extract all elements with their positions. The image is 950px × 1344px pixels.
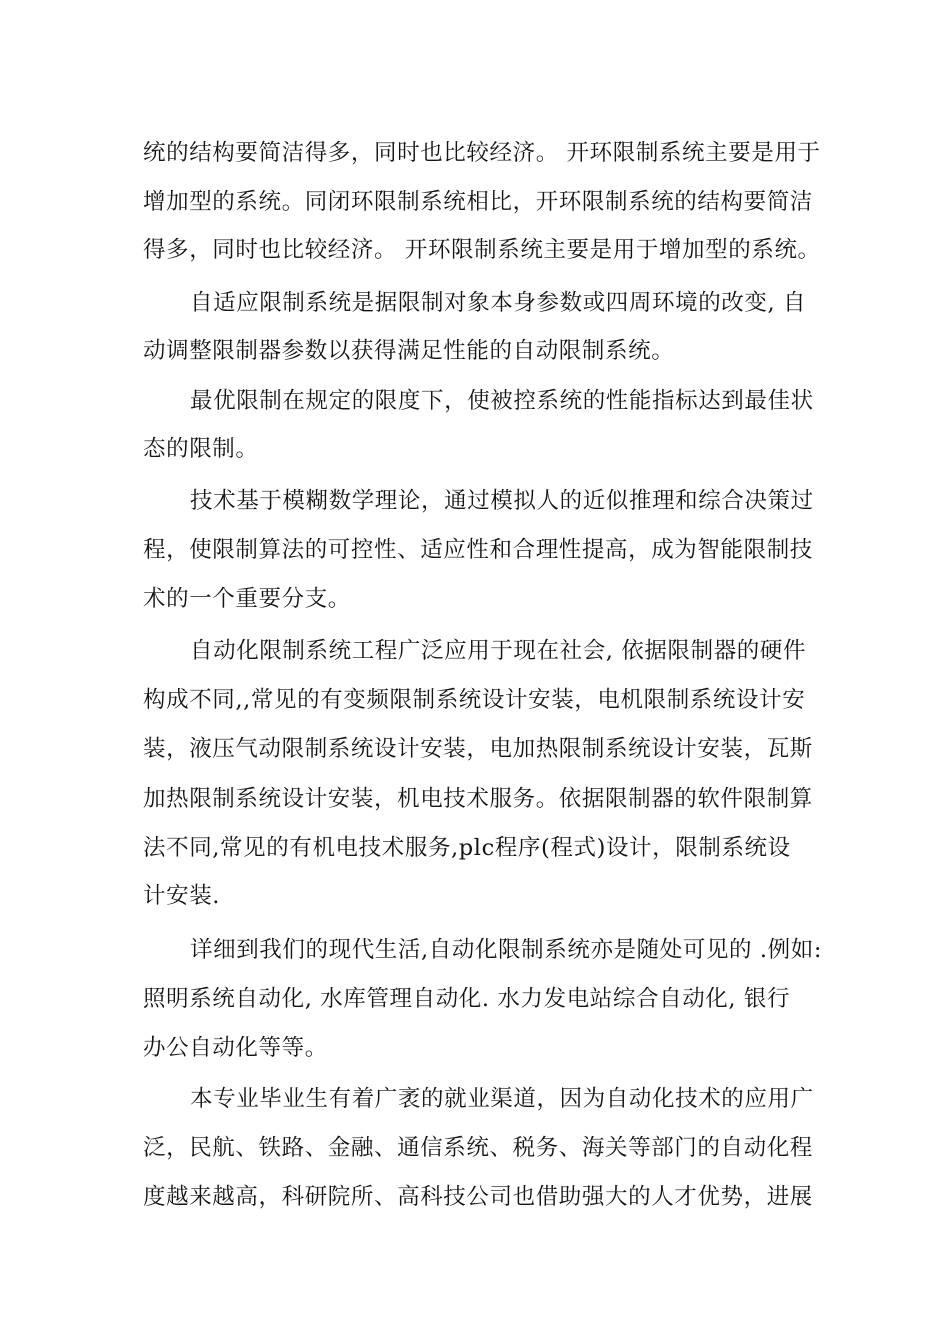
paragraph-6-line-3: 办公自动化等等。 (143, 1035, 328, 1061)
paragraph-4-line-1: 技术基于模糊数学理论，通过模拟人的近似推理和综合决策过 (190, 488, 814, 514)
paragraph-7-line-3: 度越来越高，科研院所、高科技公司也借助强大的人才优势，进展 (143, 1184, 813, 1210)
paragraph-2-line-1: 自适应限制系统是据限制对象本身参数或四周环境的改变, 自 (190, 290, 807, 316)
paragraph-3-line-1: 最优限制在规定的限度下，使被控系统的性能指标达到最佳状 (190, 388, 814, 414)
paragraph-1-line-3: 得多，同时也比较经济。 开环限制系统主要是用于增加型的系统。 (143, 237, 821, 263)
paragraph-4-line-3: 术的一个重要分支。 (143, 586, 351, 612)
paragraph-7-line-1: 本专业毕业生有着广袤的就业渠道，因为自动化技术的应用广 (190, 1086, 814, 1112)
paragraph-6-line-1: 详细到我们的现代生活,自动化限制系统亦是随处可见的 .例如: (190, 937, 823, 963)
paragraph-7-line-2: 泛，民航、铁路、金融、通信系统、税务、海关等部门的自动化程 (143, 1135, 813, 1161)
paragraph-3-line-2: 态的限制。 (143, 436, 259, 462)
paragraph-2-line-2: 动调整限制器参数以获得满足性能的自动限制系统。 (143, 338, 675, 364)
paragraph-5-line-1: 自动化限制系统工程广泛应用于现在社会, 依据限制器的硬件 (190, 638, 807, 664)
paragraph-5-line-3: 装，液压气动限制系统设计安装，电加热限制系统设计安装，瓦斯 (143, 736, 813, 762)
paragraph-5-line-2: 构成不同,,常见的有变频限制系统设计安装，电机限制系统设计安 (143, 687, 806, 713)
paragraph-5-line-5: 法不同,常见的有机电技术服务,plc程序(程式)设计，限制系统设 (143, 835, 791, 861)
paragraph-6-line-2: 照明系统自动化, 水库管理自动化. 水力发电站综合自动化, 银行 (143, 986, 791, 1012)
paragraph-1-line-2: 增加型的系统。同闭环限制系统相比，开环限制系统的结构要简洁 (143, 189, 813, 215)
paragraph-1-line-1: 统的结构要简洁得多，同时也比较经济。 开环限制系统主要是用于 (143, 140, 821, 166)
paragraph-5-line-6: 计安装. (143, 883, 221, 909)
paragraph-5-line-4: 加热限制系统设计安装，机电技术服务。依据限制器的软件限制算 (143, 786, 813, 812)
paragraph-4-line-2: 程，使限制算法的可控性、适应性和合理性提高，成为智能限制技 (143, 537, 813, 563)
